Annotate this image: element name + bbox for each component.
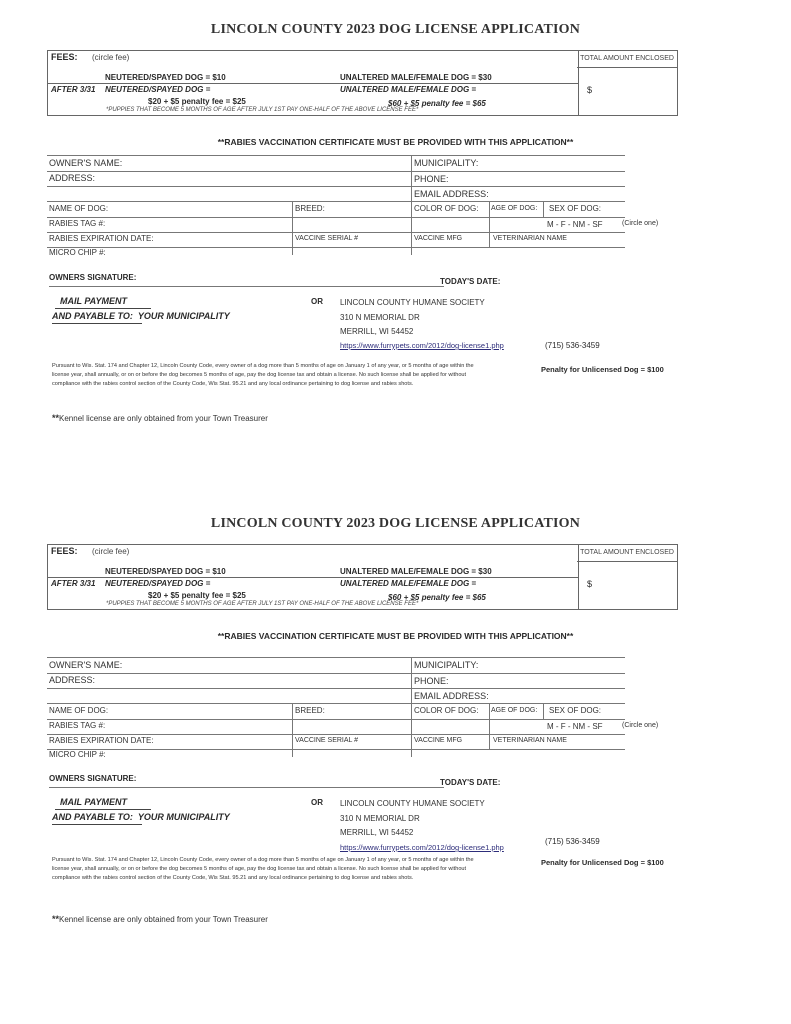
kennel-note: **Kennel license are only obtained from your Town Treasurer (52, 914, 268, 924)
puppies-note: *PUPPIES THAT BECOME 5 MONTHS OF AGE AFTER JULY 1ST PAY ONE-HALF OF THE ABOVE LICENSE FEE* (106, 601, 419, 607)
signature-line (49, 286, 444, 287)
fees-label: FEES: (51, 546, 78, 556)
owner-dog-grid (47, 657, 659, 759)
owner-dog-grid (47, 155, 659, 257)
license-form-bottom (0, 494, 791, 994)
circle-fee-hint: (circle fee) (92, 547, 130, 556)
form-title: LINCOLN COUNTY 2023 DOG LICENSE APPLICATION (210, 22, 581, 37)
veterinarian-field[interactable]: VETERINARIAN NAME (493, 235, 567, 242)
dog-color-field[interactable]: COLOR OF DOG: (414, 204, 479, 213)
sex-options[interactable]: M - F - NM - SF (547, 722, 603, 731)
total-amount-box (577, 544, 678, 610)
penalty-note: Penalty for Unlicensed Dog = $100 (541, 858, 664, 867)
owner-signature-field[interactable]: OWNERS SIGNATURE: (49, 273, 137, 282)
micro-chip-field[interactable]: MICRO CHIP #: (49, 248, 106, 257)
phone-field[interactable]: PHONE: (414, 174, 449, 184)
humane-society-name: LINCOLN COUNTY HUMANE SOCIETY (340, 799, 485, 808)
sex-options[interactable]: M - F - NM - SF (547, 220, 603, 229)
vaccine-serial-field[interactable]: VACCINE SERIAL # (295, 737, 359, 744)
total-amount-box (577, 50, 678, 116)
humane-society-city: MERRILL, WI 54452 (340, 828, 414, 837)
humane-society-city: MERRILL, WI 54452 (340, 327, 414, 336)
kennel-note: **Kennel license are only obtained from your Town Treasurer (52, 413, 268, 423)
rabies-note: **RABIES VACCINATION CERTIFICATE MUST BE PROVIDED WITH THIS APPLICATION** (217, 137, 574, 147)
divider (48, 577, 578, 578)
municipality-field[interactable]: MUNICIPALITY: (414, 660, 479, 670)
dog-name-field[interactable]: NAME OF DOG: (49, 706, 109, 715)
humane-society-phone: (715) 536-3459 (545, 341, 600, 350)
total-amount-field[interactable]: $ (587, 85, 593, 95)
fee-unaltered-after[interactable]: UNALTERED MALE/FEMALE DOG = (340, 85, 477, 94)
fee-neutered-after[interactable]: NEUTERED/SPAYED DOG = (105, 85, 211, 94)
humane-society-name: LINCOLN COUNTY HUMANE SOCIETY (340, 298, 485, 307)
dog-age-field[interactable]: AGE OF DOG: (491, 707, 538, 714)
circle-fee-hint: (circle fee) (92, 53, 130, 62)
email-field[interactable]: EMAIL ADDRESS: (414, 189, 489, 199)
or-label: OR (311, 798, 323, 807)
after-date-label: AFTER 3/31 (51, 579, 96, 588)
fee-unaltered-after[interactable]: UNALTERED MALE/FEMALE DOG = (340, 579, 477, 588)
signature-line (49, 787, 444, 788)
fee-box (47, 50, 579, 116)
dog-age-field[interactable]: AGE OF DOG: (491, 205, 538, 212)
municipality-field[interactable]: MUNICIPALITY: (414, 158, 479, 168)
veterinarian-field[interactable]: VETERINARIAN NAME (493, 737, 567, 744)
legal-text: Pursuant to Wis. Stat. 174 and Chapter 12, Lincoln County Code, every owner of a dog more than 5 months of age on January 1 of any year, or 5 months of age within the license year, shall annually, or on or before the dog becomes 5 months of age, pay the dog license tax and obtain a license. No such license shall be applied for without compliance with the rabies control section of the County Code, Wis Stat. 95.21 and any local ordinance pertaining to dog license and rabies shots. (52, 857, 474, 881)
fee-unaltered[interactable]: UNALTERED MALE/FEMALE DOG = $30 (340, 567, 492, 576)
fee-box (47, 544, 579, 610)
fee-unaltered[interactable]: UNALTERED MALE/FEMALE DOG = $30 (340, 73, 492, 82)
rabies-expiration-field[interactable]: RABIES EXPIRATION DATE: (49, 234, 154, 243)
breed-field[interactable]: BREED: (295, 204, 325, 213)
payable-to-label: AND PAYABLE TO: YOUR MUNICIPALITY (52, 812, 230, 822)
fee-neutered-after[interactable]: NEUTERED/SPAYED DOG = (105, 579, 211, 588)
dog-name-field[interactable]: NAME OF DOG: (49, 204, 109, 213)
or-label: OR (311, 297, 323, 306)
rabies-note: **RABIES VACCINATION CERTIFICATE MUST BE PROVIDED WITH THIS APPLICATION** (217, 631, 574, 641)
vaccine-mfg-field[interactable]: VACCINE MFG (414, 235, 463, 242)
vaccine-serial-field[interactable]: VACCINE SERIAL # (295, 235, 359, 242)
humane-society-phone: (715) 536-3459 (545, 837, 600, 846)
humane-society-street: 310 N MEMORIAL DR (340, 814, 420, 823)
rabies-tag-field[interactable]: RABIES TAG #: (49, 721, 106, 730)
phone-field[interactable]: PHONE: (414, 676, 449, 686)
fee-unaltered-penalty: $60 + $5 penalty fee = $65 (388, 99, 486, 108)
total-amount-header: TOTAL AMOUNT ENCLOSED (577, 545, 677, 562)
vaccine-mfg-field[interactable]: VACCINE MFG (414, 737, 463, 744)
total-amount-field[interactable]: $ (587, 579, 593, 589)
puppies-note: *PUPPIES THAT BECOME 5 MONTHS OF AGE AFTER JULY 1ST PAY ONE-HALF OF THE ABOVE LICENSE FEE* (106, 107, 419, 113)
breed-field[interactable]: BREED: (295, 706, 325, 715)
mail-payment-label: MAIL PAYMENT (60, 296, 127, 306)
humane-society-street: 310 N MEMORIAL DR (340, 313, 420, 322)
circle-one-hint: (Circle one) (622, 722, 659, 729)
dog-sex-field[interactable]: SEX OF DOG: (549, 204, 602, 213)
humane-society-link[interactable]: https://www.furrypets.com/2012/dog-license1.php (340, 843, 504, 852)
owner-signature-field[interactable]: OWNERS SIGNATURE: (49, 774, 137, 783)
rabies-tag-field[interactable]: RABIES TAG #: (49, 219, 106, 228)
dog-color-field[interactable]: COLOR OF DOG: (414, 706, 479, 715)
today-date-field[interactable]: TODAY'S DATE: (440, 778, 501, 787)
total-amount-header: TOTAL AMOUNT ENCLOSED (577, 51, 677, 68)
humane-society-link[interactable]: https://www.furrypets.com/2012/dog-license1.php (340, 341, 504, 350)
mail-payment-label: MAIL PAYMENT (60, 797, 127, 807)
payable-to-label: AND PAYABLE TO: YOUR MUNICIPALITY (52, 311, 230, 321)
dog-sex-field[interactable]: SEX OF DOG: (549, 706, 602, 715)
fee-neutered-penalty: $20 + $5 penalty fee = $25 (148, 591, 246, 600)
divider (48, 83, 578, 84)
circle-one-hint: (Circle one) (622, 220, 659, 227)
fee-neutered-penalty: $20 + $5 penalty fee = $25 (148, 97, 246, 106)
fee-unaltered-penalty: $60 + $5 penalty fee = $65 (388, 593, 486, 602)
after-date-label: AFTER 3/31 (51, 85, 96, 94)
penalty-note: Penalty for Unlicensed Dog = $100 (541, 365, 664, 374)
today-date-field[interactable]: TODAY'S DATE: (440, 277, 501, 286)
legal-text: Pursuant to Wis. Stat. 174 and Chapter 12, Lincoln County Code, every owner of a dog more than 5 months of age on January 1 of any year, or 5 months of age within the license year, shall annually, or on or before the dog becomes 5 months of age, pay the dog license tax and obtain a license. No such license shall be applied for without compliance with the rabies control section of the County Code, Wis Stat. 95.21 and any local ordinance pertaining to dog license and rabies shots. (52, 363, 474, 387)
form-title: LINCOLN COUNTY 2023 DOG LICENSE APPLICATION (210, 516, 581, 531)
email-field[interactable]: EMAIL ADDRESS: (414, 691, 489, 701)
address-field[interactable]: ADDRESS: (49, 675, 96, 685)
owner-name-field[interactable]: OWNER'S NAME: (49, 158, 123, 168)
micro-chip-field[interactable]: MICRO CHIP #: (49, 750, 106, 759)
license-form-top (0, 0, 791, 500)
fee-neutered[interactable]: NEUTERED/SPAYED DOG = $10 (105, 567, 226, 576)
fees-label: FEES: (51, 52, 78, 62)
owner-name-field[interactable]: OWNER'S NAME: (49, 660, 123, 670)
fee-neutered[interactable]: NEUTERED/SPAYED DOG = $10 (105, 73, 226, 82)
address-field[interactable]: ADDRESS: (49, 173, 96, 183)
rabies-expiration-field[interactable]: RABIES EXPIRATION DATE: (49, 736, 154, 745)
